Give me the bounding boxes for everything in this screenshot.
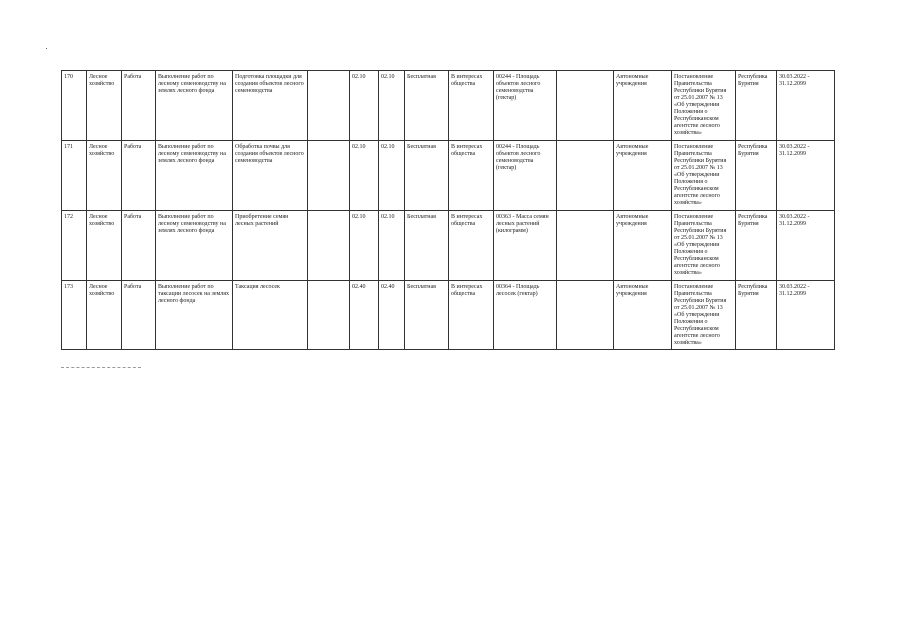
table-continuation-line	[61, 367, 141, 368]
cell-region: Республика Бурятия	[736, 71, 777, 141]
cell-sector: Лесное хозяйство	[87, 281, 122, 350]
cell-period: 30.03.2022 - 31.12.2099	[777, 141, 835, 211]
cell-region: Республика Бурятия	[736, 211, 777, 281]
cell-sector: Лесное хозяйство	[87, 141, 122, 211]
cell-code-1: 02.10	[350, 211, 379, 281]
cell-number: 172	[62, 211, 87, 281]
table-row	[62, 281, 835, 350]
cell-institution: Автономные учреждения	[614, 281, 672, 350]
cell-consumer: В интересах общества	[449, 281, 494, 350]
cell-legal-basis: Постановление Правительства Республики Бурятия от 25.01.2007 № 13 «Об утверждении Положения о Республиканском агентстве лесного хозяйства»	[672, 141, 736, 211]
cell-kind: Работа	[122, 141, 156, 211]
cell-payment: Бесплатная	[405, 71, 449, 141]
cell-indicator: 00364 - Площадь лесосек (гектар)	[494, 281, 557, 350]
cell-empty	[308, 141, 350, 211]
cell-empty	[308, 71, 350, 141]
cell-code-2: 02.40	[379, 281, 405, 350]
cell-kind: Работа	[122, 211, 156, 281]
cell-code-2: 02.10	[379, 211, 405, 281]
cell-empty	[557, 211, 614, 281]
cell-period: 30.03.2022 - 31.12.2099	[777, 71, 835, 141]
cell-code-2: 02.10	[379, 141, 405, 211]
cell-number: 170	[62, 71, 87, 141]
scan-speck	[46, 48, 47, 49]
cell-period: 30.03.2022 - 31.12.2099	[777, 211, 835, 281]
cell-empty	[557, 71, 614, 141]
cell-code-1: 02.10	[350, 71, 379, 141]
cell-period: 30.03.2022 - 31.12.2099	[777, 281, 835, 350]
cell-consumer: В интересах общества	[449, 141, 494, 211]
cell-institution: Автономные учреждения	[614, 71, 672, 141]
cell-number: 173	[62, 281, 87, 350]
cell-consumer: В интересах общества	[449, 211, 494, 281]
cell-work: Таксация лесосек	[233, 281, 308, 350]
cell-work: Обработка почвы для создания объектов лесного семеноводства	[233, 141, 308, 211]
cell-legal-basis: Постановление Правительства Республики Бурятия от 25.01.2007 № 13 «Об утверждении Положения о Республиканском агентстве лесного хозяйства»	[672, 211, 736, 281]
cell-payment: Бесплатная	[405, 281, 449, 350]
table-row	[62, 141, 835, 211]
table-row	[62, 71, 835, 141]
cell-empty	[308, 211, 350, 281]
cell-code-1: 02.10	[350, 141, 379, 211]
cell-service: Выполнение работ по лесному семеноводству на землях лесного фонда	[156, 71, 233, 141]
cell-region: Республика Бурятия	[736, 141, 777, 211]
cell-institution: Автономные учреждения	[614, 211, 672, 281]
cell-legal-basis: Постановление Правительства Республики Бурятия от 25.01.2007 № 13 «Об утверждении Положения о Республиканском агентстве лесного хозяйства»	[672, 71, 736, 141]
cell-institution: Автономные учреждения	[614, 141, 672, 211]
cell-service: Выполнение работ по таксации лесосек на землях лесного фонда	[156, 281, 233, 350]
cell-number: 171	[62, 141, 87, 211]
cell-region: Республика Бурятия	[736, 281, 777, 350]
cell-work: Приобретение семян лесных растений	[233, 211, 308, 281]
cell-work: Подготовка площадки для создания объектов лесного семеноводства	[233, 71, 308, 141]
cell-indicator: 00244 - Площадь объектов лесного семеноводства (гектар)	[494, 141, 557, 211]
cell-sector: Лесное хозяйство	[87, 211, 122, 281]
cell-sector: Лесное хозяйство	[87, 71, 122, 141]
table-row	[62, 211, 835, 281]
cell-legal-basis: Постановление Правительства Республики Бурятия от 25.01.2007 № 13 «Об утверждении Положения о Республиканском агентстве лесного хозяйства»	[672, 281, 736, 350]
cell-service: Выполнение работ по лесному семеноводству на землях лесного фонда	[156, 141, 233, 211]
cell-payment: Бесплатная	[405, 211, 449, 281]
cell-code-2: 02.10	[379, 71, 405, 141]
cell-empty	[308, 281, 350, 350]
cell-consumer: В интересах общества	[449, 71, 494, 141]
cell-empty	[557, 141, 614, 211]
cell-kind: Работа	[122, 281, 156, 350]
cell-payment: Бесплатная	[405, 141, 449, 211]
cell-indicator: 00244 - Площадь объектов лесного семеноводства (гектар)	[494, 71, 557, 141]
cell-kind: Работа	[122, 71, 156, 141]
cell-empty	[557, 281, 614, 350]
cell-service: Выполнение работ по лесному семеноводству на землях лесного фонда	[156, 211, 233, 281]
registry-table	[61, 70, 835, 350]
cell-code-1: 02.40	[350, 281, 379, 350]
cell-indicator: 00363 - Масса семян лесных растений (килограмм)	[494, 211, 557, 281]
